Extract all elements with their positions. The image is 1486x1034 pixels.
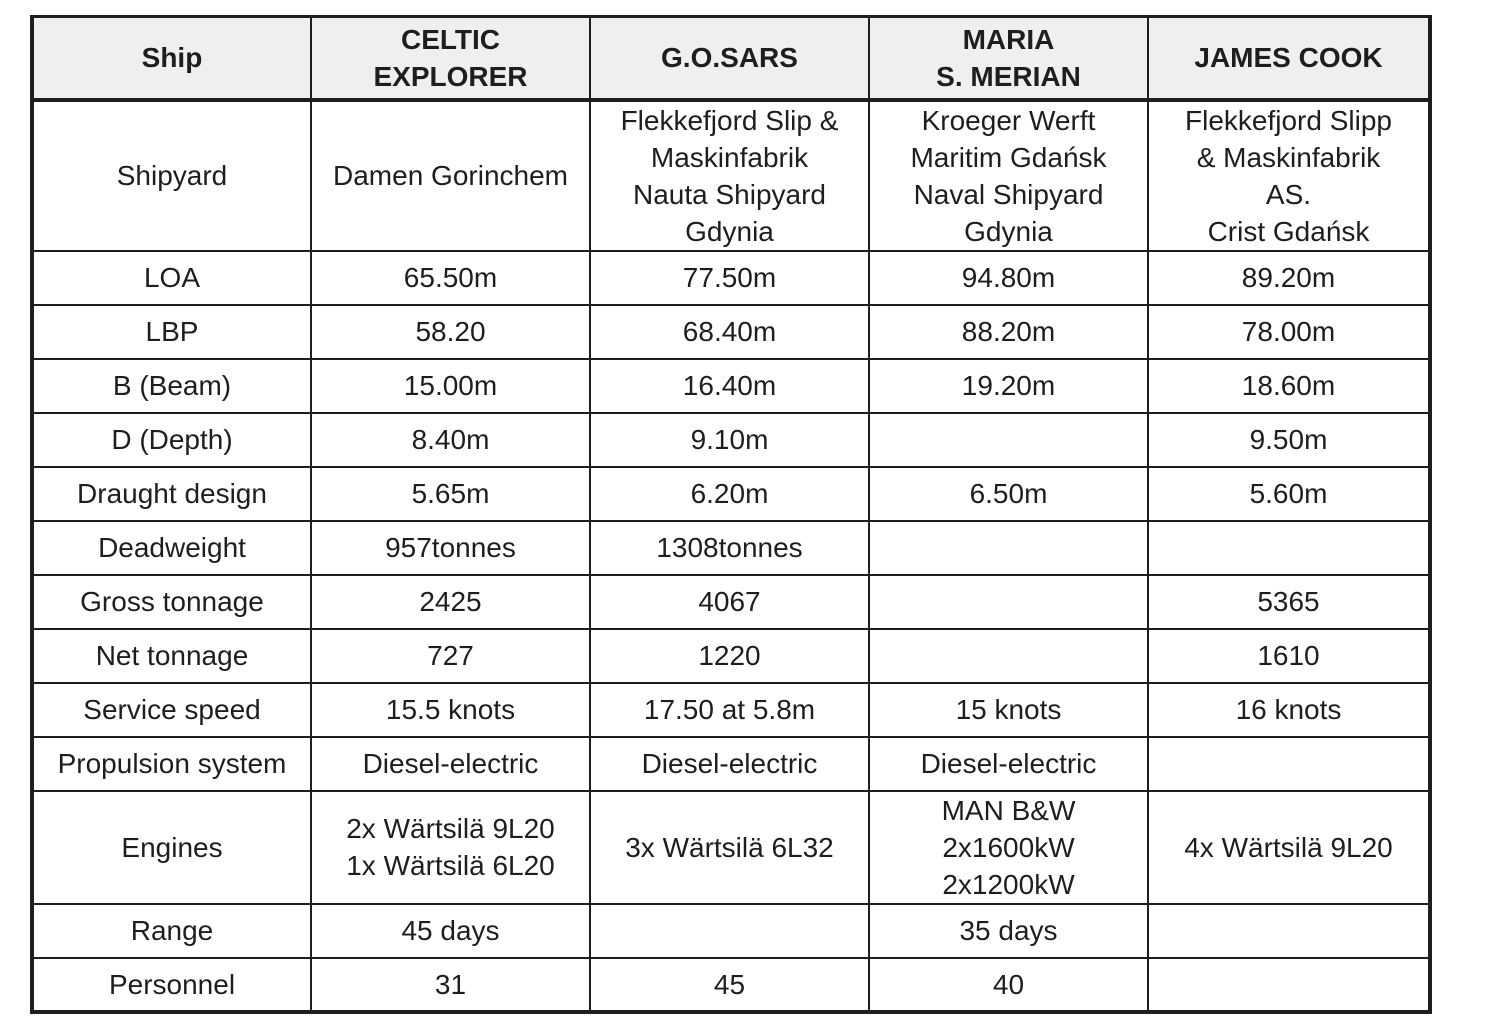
table-cell: Damen Gorinchem bbox=[311, 100, 590, 251]
ship-comparison-table bbox=[30, 15, 1432, 1014]
row-label: Draught design bbox=[32, 467, 311, 521]
row-label: Propulsion system bbox=[32, 737, 311, 791]
table-cell: 5365 bbox=[1148, 575, 1430, 629]
header-cell: G.O.SARS bbox=[590, 17, 869, 100]
table-cell: 19.20m bbox=[869, 359, 1148, 413]
table-cell: 40 bbox=[869, 958, 1148, 1012]
table-cell: Diesel-electric bbox=[590, 737, 869, 791]
table-cell bbox=[1148, 958, 1430, 1012]
table-cell: 6.20m bbox=[590, 467, 869, 521]
row-label: Engines bbox=[32, 791, 311, 904]
table-row-personnel bbox=[32, 958, 1430, 1012]
table-row-depth bbox=[32, 413, 1430, 467]
table-cell: 58.20 bbox=[311, 305, 590, 359]
table-cell: 5.60m bbox=[1148, 467, 1430, 521]
table-cell bbox=[869, 413, 1148, 467]
table-cell: 65.50m bbox=[311, 251, 590, 305]
table-cell: 15 knots bbox=[869, 683, 1148, 737]
table-cell bbox=[590, 904, 869, 958]
table-cell: 2425 bbox=[311, 575, 590, 629]
table-cell bbox=[869, 629, 1148, 683]
table-row-gross-tonnage bbox=[32, 575, 1430, 629]
table-cell: 957tonnes bbox=[311, 521, 590, 575]
table-cell: 16.40m bbox=[590, 359, 869, 413]
table-cell: 9.10m bbox=[590, 413, 869, 467]
table-cell: Flekkefjord Slipp & Maskinfabrik AS. Crist Gdańsk bbox=[1148, 100, 1430, 251]
header-cell: Ship bbox=[32, 17, 311, 100]
table-row-deadweight bbox=[32, 521, 1430, 575]
table-cell: 35 days bbox=[869, 904, 1148, 958]
row-label: Range bbox=[32, 904, 311, 958]
table-row-net-tonnage bbox=[32, 629, 1430, 683]
table-cell: 88.20m bbox=[869, 305, 1148, 359]
table-cell: MAN B&W 2x1600kW 2x1200kW bbox=[869, 791, 1148, 904]
table-row-lbp bbox=[32, 305, 1430, 359]
table-cell: 8.40m bbox=[311, 413, 590, 467]
table-cell: 31 bbox=[311, 958, 590, 1012]
table-row-service-speed bbox=[32, 683, 1430, 737]
row-label: B (Beam) bbox=[32, 359, 311, 413]
row-label: Net tonnage bbox=[32, 629, 311, 683]
table-row-propulsion bbox=[32, 737, 1430, 791]
table-cell: 77.50m bbox=[590, 251, 869, 305]
table-cell: 15.5 knots bbox=[311, 683, 590, 737]
row-label: Deadweight bbox=[32, 521, 311, 575]
table-cell: 89.20m bbox=[1148, 251, 1430, 305]
table-cell: 4067 bbox=[590, 575, 869, 629]
table-cell: 9.50m bbox=[1148, 413, 1430, 467]
header-cell: JAMES COOK bbox=[1148, 17, 1430, 100]
table-cell: 45 bbox=[590, 958, 869, 1012]
row-label: D (Depth) bbox=[32, 413, 311, 467]
table-cell bbox=[1148, 737, 1430, 791]
table-cell: 1308tonnes bbox=[590, 521, 869, 575]
table-cell bbox=[1148, 904, 1430, 958]
table-cell: 6.50m bbox=[869, 467, 1148, 521]
header-cell: CELTIC EXPLORER bbox=[311, 17, 590, 100]
table-row-shipyard bbox=[32, 100, 1430, 251]
header-cell: MARIA S. MERIAN bbox=[869, 17, 1148, 100]
table-cell: 15.00m bbox=[311, 359, 590, 413]
table-cell: 16 knots bbox=[1148, 683, 1430, 737]
table-cell: 3x Wärtsilä 6L32 bbox=[590, 791, 869, 904]
table-row-engines bbox=[32, 791, 1430, 904]
table-cell: Kroeger Werft Maritim Gdańsk Naval Shipyard Gdynia bbox=[869, 100, 1148, 251]
table-cell bbox=[869, 521, 1148, 575]
table-row-draught bbox=[32, 467, 1430, 521]
table-cell bbox=[869, 575, 1148, 629]
table-cell: 94.80m bbox=[869, 251, 1148, 305]
table-cell: 727 bbox=[311, 629, 590, 683]
table-cell: 1610 bbox=[1148, 629, 1430, 683]
row-label: Shipyard bbox=[32, 100, 311, 251]
row-label: LBP bbox=[32, 305, 311, 359]
table-cell: 17.50 at 5.8m bbox=[590, 683, 869, 737]
table-cell: 4x Wärtsilä 9L20 bbox=[1148, 791, 1430, 904]
table-cell bbox=[1148, 521, 1430, 575]
table-row-beam bbox=[32, 359, 1430, 413]
row-label: Gross tonnage bbox=[32, 575, 311, 629]
table-cell: 18.60m bbox=[1148, 359, 1430, 413]
table-cell: Diesel-electric bbox=[869, 737, 1148, 791]
table-row-loa bbox=[32, 251, 1430, 305]
row-label: Personnel bbox=[32, 958, 311, 1012]
table-cell: 5.65m bbox=[311, 467, 590, 521]
table-cell: 2x Wärtsilä 9L20 1x Wärtsilä 6L20 bbox=[311, 791, 590, 904]
row-label: LOA bbox=[32, 251, 311, 305]
row-label: Service speed bbox=[32, 683, 311, 737]
header-row bbox=[32, 17, 1430, 100]
table-row-range bbox=[32, 904, 1430, 958]
table-cell: Flekkefjord Slip & Maskinfabrik Nauta Shipyard Gdynia bbox=[590, 100, 869, 251]
table-cell: 68.40m bbox=[590, 305, 869, 359]
table-cell: 1220 bbox=[590, 629, 869, 683]
table-cell: 78.00m bbox=[1148, 305, 1430, 359]
table-cell: 45 days bbox=[311, 904, 590, 958]
table-cell: Diesel-electric bbox=[311, 737, 590, 791]
